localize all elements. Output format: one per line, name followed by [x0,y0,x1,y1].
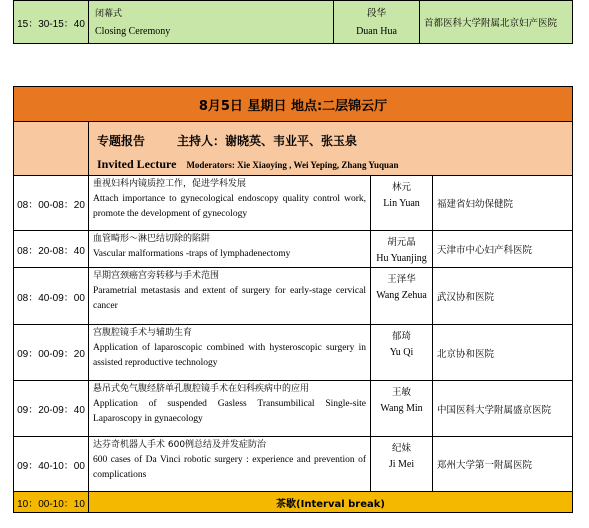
talk-row [14,176,573,231]
talk-speaker-en: Wang Zehua [376,290,427,301]
talk-speaker-cn: 王泽华 [387,274,416,285]
talk-row [14,437,573,492]
talk-speaker-cn: 纪妹 [391,443,411,454]
talk-title-cell [89,231,371,268]
talk-title-cn: 血管畸形～淋巴结切除的陷阱 [93,234,211,244]
talk-institution: 武汉协和医院 [433,268,573,325]
talk-institution: 郑州大学第一附属医院 [433,437,573,492]
break-row [14,492,573,513]
talk-speaker-cn: 林元 [391,182,411,193]
talk-title-en: Attach importance to gynecological endoscopy quality control work, promote the development of gynecology [93,194,366,219]
talk-speaker-cell [371,176,433,231]
talk-title-cell [89,176,371,231]
talk-title-en: Parametrial metastasis and extent of surgery for early-stage cervical cancer [93,286,366,311]
talk-title-en: 600 cases of Da Vinci robotic surgery : experience and prevention of complications [93,455,366,480]
talk-speaker-cn: 郁琦 [391,331,411,342]
talk-title-cell [89,437,371,492]
talk-row [14,381,573,437]
closing-title-cell [89,1,334,44]
talk-time: 09：00-09：20 [14,325,89,381]
lecture-label-en: Invited Lecture [97,157,177,171]
talk-title-en: Vascular malformations -traps of lymphadenectomy [93,249,291,259]
talk-title-cell [89,381,371,437]
talk-speaker-cell [371,325,433,381]
talk-time: 08：00-08：20 [14,176,89,231]
talk-row [14,231,573,268]
lecture-moderators-cn: 主持人：谢晓英、韦业平、张玉泉 [177,134,358,148]
talk-time: 08：40-09：00 [14,268,89,325]
lecture-moderators-en: Moderators: Xie Xiaoying , Wei Yeping, Zhang Yuquan [186,160,399,170]
talk-institution: 中国医科大学附属盛京医院 [433,381,573,437]
talk-row [14,268,573,325]
talk-speaker-en: Hu Yuanjing [376,253,427,264]
lecture-row [14,122,573,176]
closing-ceremony-table [13,0,573,44]
talk-institution: 福建省妇幼保健院 [433,176,573,231]
talk-title-cn: 悬吊式免气腹经脐单孔腹腔镜手术在妇科疾病中的应用 [93,384,310,394]
break-time: 10：00-10：10 [14,492,89,513]
talk-speaker-en: Wang Min [380,403,423,414]
talk-title-en: Application of suspended Gasless Transumbilical Single-site Laparoscopy in gynaecology [93,399,366,424]
lecture-empty-cell [14,122,89,176]
lecture-cell [89,122,573,176]
closing-speaker-en: Duan Hua [356,26,397,37]
talk-row [14,325,573,381]
closing-title-en: Closing Ceremony [95,26,171,37]
closing-time: 15：30-15：40 [14,1,89,44]
talk-title-cn: 达芬奇机器人手术 600例总结及并发症防治 [93,440,267,450]
talk-title-cn: 宫腹腔镜手术与辅助生育 [93,328,193,338]
closing-speaker-cell [334,1,420,44]
talk-speaker-cn: 胡元晶 [387,237,416,248]
talk-time: 09：40-10：00 [14,437,89,492]
schedule-table [13,86,573,513]
day-header: 8月5日 星期日 地点:二层锦云厅 [14,87,573,122]
lecture-label-cn: 专题报告 [97,134,146,148]
closing-speaker-cn: 段华 [366,8,386,19]
talk-speaker-cell [371,231,433,268]
break-label: 茶歇(Interval break) [89,492,573,513]
talk-speaker-cn: 王敏 [391,387,411,398]
talk-time: 08：20-08：40 [14,231,89,268]
closing-title-cn: 闭幕式 [95,9,123,19]
talk-institution: 天津市中心妇产科医院 [433,231,573,268]
talk-institution: 北京协和医院 [433,325,573,381]
talk-title-en: Application of laparoscopic combined with hysteroscopic surgery in assisted reproductive technology [93,343,366,368]
talk-speaker-en: Lin Yuan [383,198,420,209]
talk-title-cn: 早期宫颈癌宫旁转移与手术范围 [93,271,220,281]
talk-title-cn: 重视妇科内镜质控工作，促进学科发展 [93,179,247,189]
talk-time: 09：20-09：40 [14,381,89,437]
talk-speaker-cell [371,381,433,437]
closing-ceremony-row [14,1,573,44]
talk-speaker-cell [371,268,433,325]
talk-speaker-en: Ji Mei [388,459,415,470]
closing-institution: 首都医科大学附属北京妇产医院 [420,1,573,44]
lecture-cn-line [89,122,572,149]
talk-speaker-cell [371,437,433,492]
talk-speaker-en: Yu Qi [389,347,414,358]
day-header-row [14,87,573,122]
talk-title-cell [89,325,371,381]
lecture-en-line [89,149,572,172]
talk-title-cell [89,268,371,325]
